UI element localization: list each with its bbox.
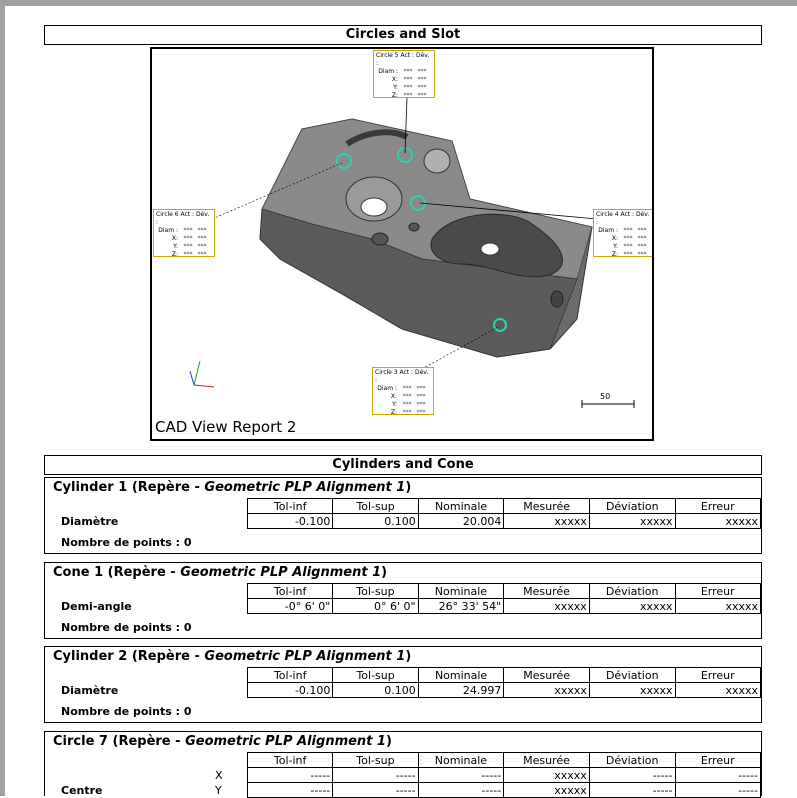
callout-circle-6: Circle 6 Act : Dév. : Diam : *** *** X: *** *** Y: *** *** Z: *** *** (153, 209, 215, 257)
callout-title: Circle 4 Act : Dév. : (596, 211, 650, 226)
feature-title: Cylinder 1 (Repère - Geometric PLP Alignment 1) (53, 480, 412, 495)
points-count: Nombre de points : 0 (61, 621, 192, 634)
column-header: Tol-sup (333, 584, 418, 599)
table-row: -0.100 0.100 24.997 xxxxx xxxxx xxxxx (248, 683, 761, 698)
column-header: Déviation (589, 668, 675, 683)
column-header: Nominale (418, 753, 504, 768)
column-header: Tol-sup (333, 753, 418, 768)
column-header: Mesurée (504, 753, 590, 768)
column-header: Mesurée (504, 499, 590, 514)
feature-cylinder-2 (44, 646, 762, 723)
cad-view-label: CAD View Report 2 (155, 418, 297, 436)
column-header: Tol-inf (248, 584, 333, 599)
measurement-table (247, 752, 761, 798)
callout-title: Circle 6 Act : Dév. : (156, 211, 210, 226)
column-header: Erreur (675, 753, 761, 768)
row-label: Diamètre (61, 684, 119, 697)
window-frame-top (0, 0, 797, 6)
axis-label-x: X (215, 769, 223, 782)
column-header: Déviation (589, 584, 675, 599)
feature-cylinder-1 (44, 477, 762, 554)
column-header: Tol-sup (333, 668, 418, 683)
column-header: Nominale (418, 584, 504, 599)
table-row: -0° 6' 0" 0° 6' 0" 26° 33' 54" xxxxx xxxxx xxxxx (248, 599, 761, 614)
column-header: Erreur (675, 668, 760, 683)
column-header: Tol-inf (248, 499, 333, 514)
section-title-cylinders-cone: Cylinders and Cone (44, 455, 762, 475)
row-label: Centre (61, 784, 103, 797)
column-header: Tol-sup (333, 499, 418, 514)
column-header: Mesurée (504, 668, 590, 683)
window-frame-left (0, 0, 5, 796)
measurement-table (247, 498, 761, 529)
column-header: Tol-inf (248, 753, 333, 768)
column-header: Mesurée (504, 584, 590, 599)
feature-title: Cylinder 2 (Repère - Geometric PLP Alignment 1) (53, 649, 412, 664)
column-header: Tol-inf (248, 668, 333, 683)
feature-circle-7 (44, 731, 762, 796)
column-header: Nominale (418, 668, 504, 683)
cad-view[interactable] (150, 47, 654, 441)
callout-circle-3: Circle 3 Act : Dév. : Diam : *** *** X: *** *** Y: *** *** Z: *** *** (372, 367, 434, 415)
column-header: Déviation (589, 499, 675, 514)
callout-circle-4: Circle 4 Act : Dév. : Diam : *** *** X: *** *** Y: *** *** Z: *** *** (593, 209, 654, 257)
column-header: Déviation (589, 753, 675, 768)
feature-title: Circle 7 (Repère - Geometric PLP Alignment 1) (53, 734, 392, 749)
table-row: -0.100 0.100 20.004 xxxxx xxxxx xxxxx (248, 514, 761, 529)
feature-title: Cone 1 (Repère - Geometric PLP Alignment 1) (53, 565, 388, 580)
section-title-circles-slot: Circles and Slot (44, 25, 762, 45)
column-header: Erreur (675, 499, 760, 514)
points-count: Nombre de points : 0 (61, 705, 192, 718)
callout-circle-5: Circle 5 Act : Dév. : Diam : *** *** X: *** *** Y: *** *** Z: *** *** (373, 50, 435, 98)
table-row: ----- ----- ----- xxxxx ----- ----- (248, 783, 761, 798)
feature-cone-1 (44, 562, 762, 639)
points-count: Nombre de points : 0 (61, 536, 192, 549)
callout-title: Circle 5 Act : Dév. : (376, 52, 430, 67)
table-row: ----- ----- ----- xxxxx ----- ----- (248, 768, 761, 783)
measurement-table (247, 583, 761, 614)
callout-title: Circle 3 Act : Dév. : (375, 369, 429, 384)
column-header: Erreur (675, 584, 761, 599)
scale-bar-label: 50 (600, 392, 611, 401)
column-header: Nominale (418, 499, 504, 514)
row-label: Diamètre (61, 515, 119, 528)
measurement-table (247, 667, 761, 698)
row-label: Demi-angle (61, 600, 132, 613)
axis-label-y: Y (215, 784, 222, 797)
